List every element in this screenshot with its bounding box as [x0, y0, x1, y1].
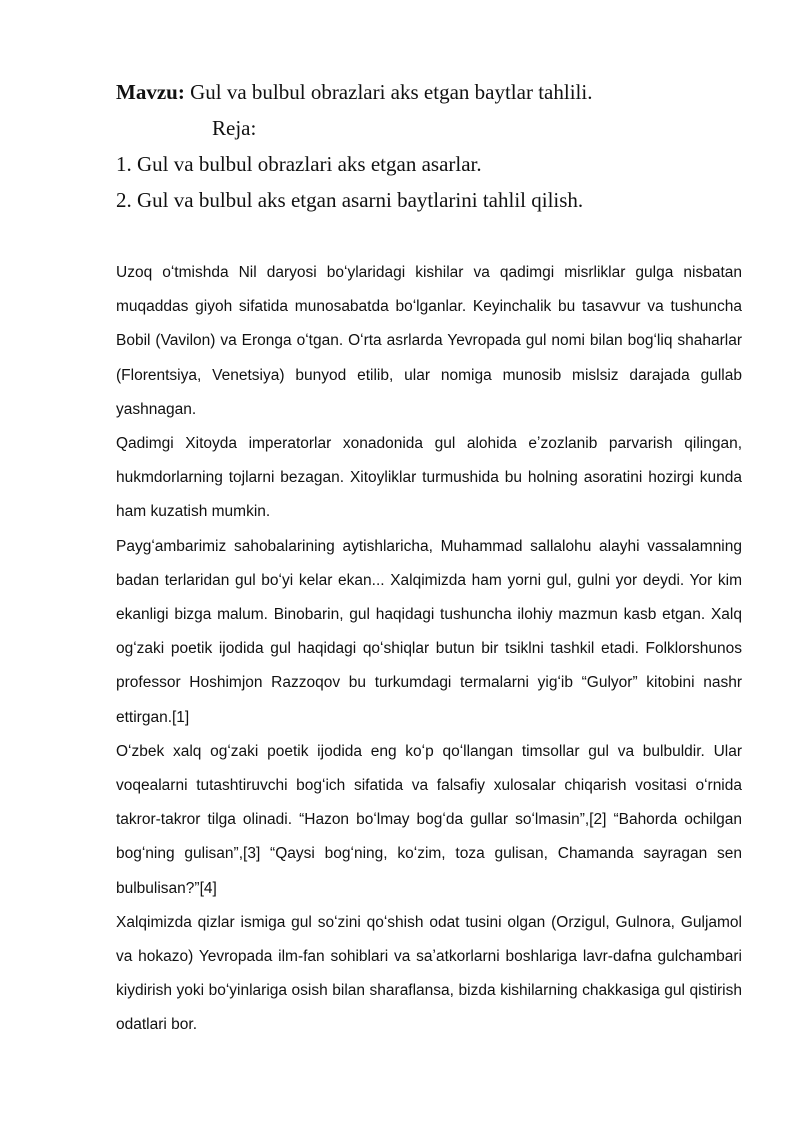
heading-block — [116, 74, 756, 218]
topic-text: Gul va bulbul obrazlari aks etgan baytlar tahlili. — [184, 80, 593, 104]
paragraph-prophet: Paygʻambarimiz sahobalarining aytishlaricha, Muhammad sallalohu alayhi vassalamning badan terlaridan gul boʻyi kelar ekan... Xalqimizda ham yorni gul, gulni yor deydi. Yor kim ekanligi bizga malum. Binobarin, gul haqidagi tushuncha ilohiy mazmun kasb etgan. Xalq ogʻzaki poetik ijodida gul haqidagi qoʻshiqlar butun bir tsiklni tashkil etadi. Folklorshunos professor Hoshimjon Razzoqov bu turkumdagi termalarni yigʻib “Gulyor” kitobini nashr ettirgan.[1] — [116, 537, 742, 726]
plan-item-1: 1. Gul va bulbul obrazlari aks etgan asarlar. — [116, 152, 482, 176]
plan-label: Reja: — [212, 116, 257, 140]
plan-item-2: 2. Gul va bulbul aks etgan asarni baytlarini tahlil qilish. — [116, 188, 584, 212]
paragraph-folklore-symbols: Oʻzbek xalq ogʻzaki poetik ijodida eng koʻp qoʻllangan timsollar gul va bulbuldir. Ular voqealarni tutashtiruvchi bogʻich sifatida va falsafiy xulosalar chiqarish vositasi oʻrnida takror-takror tilga olinadi. “Hazon boʻlmay bogʻda gullar soʻlmasin”,[2] “Bahorda ochilgan bogʻning gulisan”,[3] “Qaysi bogʻning, koʻzim, toza gulisan, Chamanda sayragan sen bulbulisan?”[4] — [116, 742, 742, 897]
paragraph-names: Xalqimizda qizlar ismiga gul soʻzini qoʻshish odat tusini olgan (Orzigul, Gulnora, Guljamol va hokazo) Yevropada ilm-fan sohiblari va saʼatkorlarni boshlariga lavr-dafna gulchambari kiydirish yoki boʻyinlariga osish bilan sharaflansa, bizda kishilarning chakkasiga gul qistirish odatlari bor. — [116, 913, 742, 1034]
body-text — [116, 256, 742, 1043]
topic-label: Mavzu: — [116, 80, 185, 104]
paragraph-china: Qadimgi Xitoyda imperatorlar xonadonida gul alohida eʼzozlanib parvarish qilingan, hukmdorlarning tojlarni bezagan. Xitoyliklar turmushida bu holning asoratini hozirgi kunda ham kuzatish mumkin. — [116, 435, 742, 521]
paragraph-nile: Uzoq oʻtmishda Nil daryosi boʻylaridagi kishilar va qadimgi misrliklar gulga nisbatan muqaddas giyoh sifatida munosabatda boʻlganlar. Keyinchalik bu tasavvur va tushuncha Bobil (Vavilon) va Eronga oʻtgan. Oʻrta asrlarda Yevropada gul nomi bilan bogʻliq shaharlar (Florentsiya, Venetsiya) bunyod etilib, ular nomiga munosib mislsiz darajada gullab yashnagan. — [116, 264, 742, 418]
topic-line — [116, 74, 756, 110]
